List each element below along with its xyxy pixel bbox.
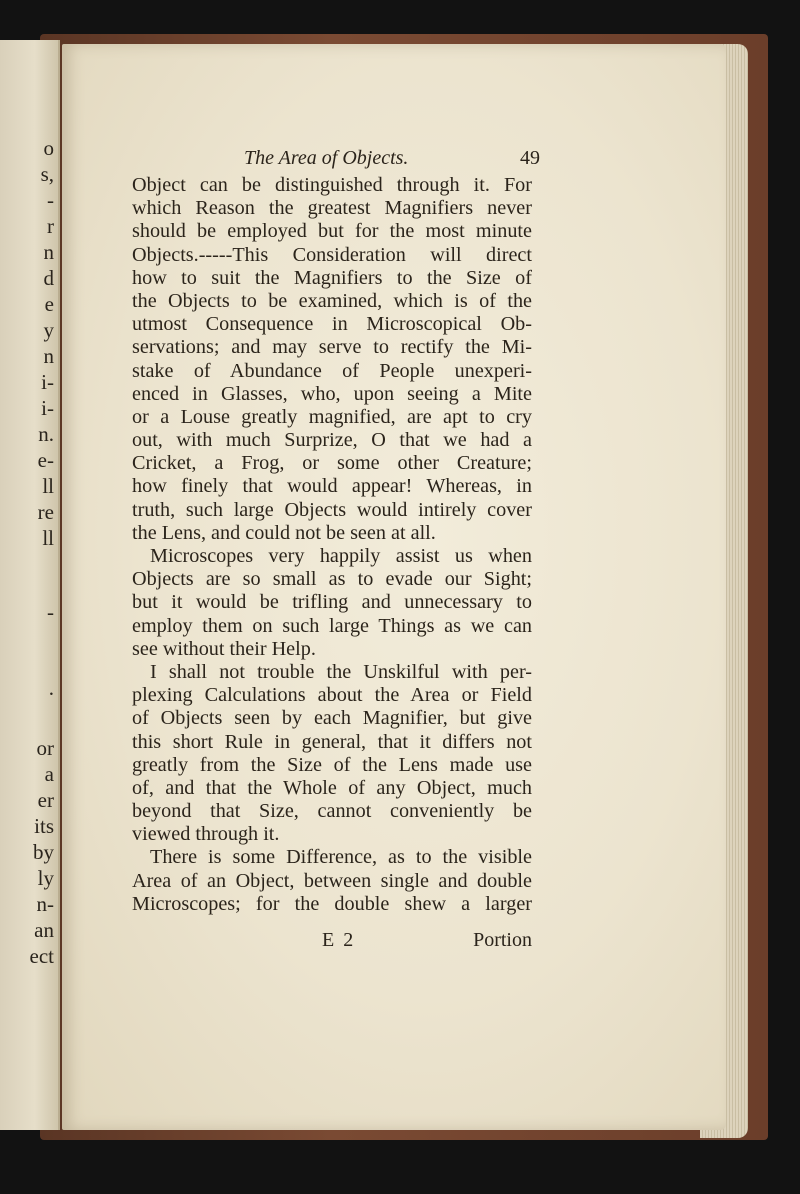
left-page-fragment: . [48, 676, 54, 700]
body-line: enced in Glasses, who, upon seeing a Mite [132, 382, 532, 405]
page-footer [132, 928, 532, 952]
running-title: The Area of Objects. [244, 147, 409, 169]
left-page-fragment: an [34, 918, 54, 942]
body-line: employ them on such large Things as we can [132, 614, 532, 637]
left-facing-page [0, 40, 60, 1130]
body-line: servations; and may serve to rectify the Mi- [132, 336, 532, 359]
left-page-fragment: re [37, 500, 54, 524]
body-line: of Objects seen by each Magnifier, but give [132, 707, 532, 730]
body-line: There is some Difference, as to the visible [150, 846, 532, 869]
body-line: stake of Abundance of People unexperi- [132, 359, 532, 382]
body-line: out, with much Surprize, O that we had a [132, 429, 532, 452]
left-page-fragment: n [43, 240, 54, 264]
body-line: or a Louse greatly magnified, are apt to cry [132, 405, 532, 428]
body-line: Microscopes; for the double shew a larger [132, 892, 532, 915]
body-line: Object can be distinguished through it. For [132, 174, 532, 196]
left-page-fragment: e- [37, 448, 54, 472]
left-page-fragment: ect [29, 944, 54, 968]
left-page-fragment: d [43, 266, 54, 290]
left-page-fragment: a [44, 762, 54, 786]
signature-mark: E 2 [322, 929, 356, 951]
body-line: Cricket, a Frog, or some other Creature; [132, 452, 532, 475]
left-page-fragment: s, [40, 162, 54, 186]
left-page-fragment: or [36, 736, 54, 760]
left-page-fragment: n. [38, 422, 54, 446]
left-page-fragment: i- [41, 370, 54, 394]
body-text [132, 174, 532, 916]
body-line: see without their Help. [132, 637, 316, 660]
left-page-fragment: - [47, 600, 54, 624]
body-line: which Reason the greatest Magnifiers never [132, 197, 532, 220]
body-line: Objects.-----This Consideration will direct [132, 243, 532, 266]
left-page-fragment: its [34, 814, 54, 838]
left-page-fragment: y [43, 318, 54, 342]
page-number: 49 [520, 147, 540, 169]
body-line: utmost Consequence in Microscopical Ob- [132, 313, 532, 336]
left-page-fragment: o [43, 136, 54, 160]
catchword: Portion [473, 929, 532, 951]
body-line: should be employed but for the most minute [132, 220, 532, 243]
body-line: Area of an Object, between single and double [132, 869, 532, 892]
left-page-fragment: e [44, 292, 54, 316]
body-line: I shall not trouble the Unskilful with per- [150, 660, 532, 683]
body-line: the Objects to be examined, which is of the [132, 289, 532, 312]
body-line: of, and that the Whole of any Object, much [132, 776, 532, 799]
body-line: plexing Calculations about the Area or Field [132, 684, 532, 707]
left-page-fragment: - [47, 188, 54, 212]
body-line: viewed through it. [132, 823, 280, 846]
left-page-fragment: r [47, 214, 54, 238]
body-line: Objects are so small as to evade our Sight; [132, 568, 532, 591]
left-page-fragment: by [33, 840, 54, 864]
body-line: beyond that Size, cannot conveniently be [132, 800, 532, 823]
body-line: but it would be trifling and unnecessary to [132, 591, 532, 614]
body-line: Microscopes very happily assist us when [150, 545, 532, 567]
body-line: how to suit the Magnifiers to the Size of [132, 266, 532, 289]
left-page-fragment: ll [42, 474, 54, 498]
left-page-fragment: er [37, 788, 54, 812]
left-page-fragment: i- [41, 396, 54, 420]
body-line: truth, such large Objects would intirely cover [132, 498, 532, 521]
page-header [220, 145, 540, 171]
left-page-fragment: ll [42, 526, 54, 550]
left-page-fragment: n [43, 344, 54, 368]
body-line: how finely that would appear! Whereas, in [132, 475, 532, 498]
body-line: this short Rule in general, that it differs not [132, 730, 532, 753]
body-line: the Lens, and could not be seen at all. [132, 521, 436, 544]
body-line: greatly from the Size of the Lens made use [132, 753, 532, 776]
left-page-fragment: n- [36, 892, 54, 916]
left-page-fragment: ly [37, 866, 54, 890]
